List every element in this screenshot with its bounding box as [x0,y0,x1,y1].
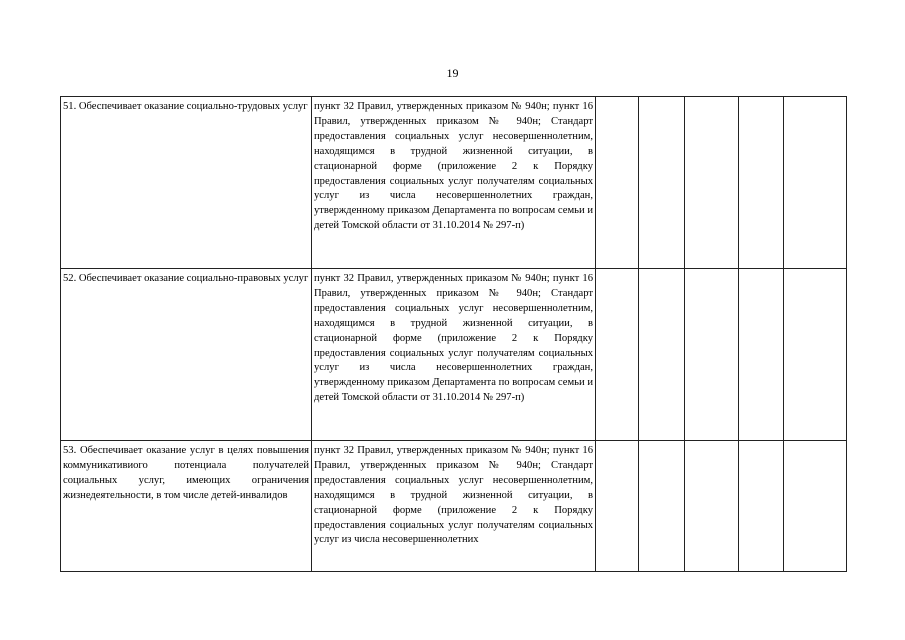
legal-basis-cell: пункт 32 Правил, утвержденных приказом № 940н; пункт 16 Правил, утвержденных приказом № 940н; Стандарт предоставления социальных услуг несовершеннолетним, находящимся в трудной жизненной ситуации, в стационарной форме (приложение 2 к Порядку предоставления социальных услуг получателям социальных услуг из числа несовершеннолетних граждан, утвержденному приказом Департамента по вопросам семьи и детей Томской области от 31.10.2014 № 297-п) [312,97,596,269]
answer-cell-extra[interactable] [739,97,784,269]
table-row [61,441,847,572]
answer-cell-yes[interactable] [596,269,639,441]
legal-basis-cell: пункт 32 Правил, утвержденных приказом № 940н; пункт 16 Правил, утвержденных приказом № 940н; Стандарт предоставления социальных услуг несовершеннолетним, находящимся в трудной жизненной ситуации, в стационарной форме (приложение 2 к Порядку предоставления социальных услуг получателям социальных услуг из числа несовершеннолетних граждан, утвержденному приказом Департамента по вопросам семьи и детей Томской области от 31.10.2014 № 297-п) [312,269,596,441]
answer-cell-yes[interactable] [596,97,639,269]
answer-cell-not-applicable[interactable] [685,97,739,269]
checklist-table [60,96,847,572]
page-number: 19 [446,66,459,80]
requirement-cell: 53. Обеспечивает оказание услуг в целях повышения коммуникативиого потенциала получателей социальных услуг, имеющих ограничения жизнедеятельности, в том числе детей-инвалидов [61,441,312,572]
answer-cell-extra[interactable] [739,441,784,572]
requirement-cell: 51. Обеспечивает оказание социально-трудовых услуг [61,97,312,269]
answer-cell-no[interactable] [639,441,685,572]
notes-cell[interactable] [784,97,847,269]
table-row [61,269,847,441]
notes-cell[interactable] [784,441,847,572]
answer-cell-no[interactable] [639,269,685,441]
notes-cell[interactable] [784,269,847,441]
answer-cell-not-applicable[interactable] [685,269,739,441]
answer-cell-extra[interactable] [739,269,784,441]
legal-basis-cell: пункт 32 Правил, утвержденных приказом № 940н; пункт 16 Правил, утвержденных приказом № 940н; Стандарт предоставления социальных услуг несовершеннолетним, находящимся в трудной жизненной ситуации, в стационарной форме (приложение 2 к Порядку предоставления социальных услуг получателям социальных услуг из числа несовершеннолетних [312,441,596,572]
table-row [61,97,847,269]
requirement-cell: 52. Обеспечивает оказание социально-правовых услуг [61,269,312,441]
answer-cell-not-applicable[interactable] [685,441,739,572]
answer-cell-yes[interactable] [596,441,639,572]
answer-cell-no[interactable] [639,97,685,269]
